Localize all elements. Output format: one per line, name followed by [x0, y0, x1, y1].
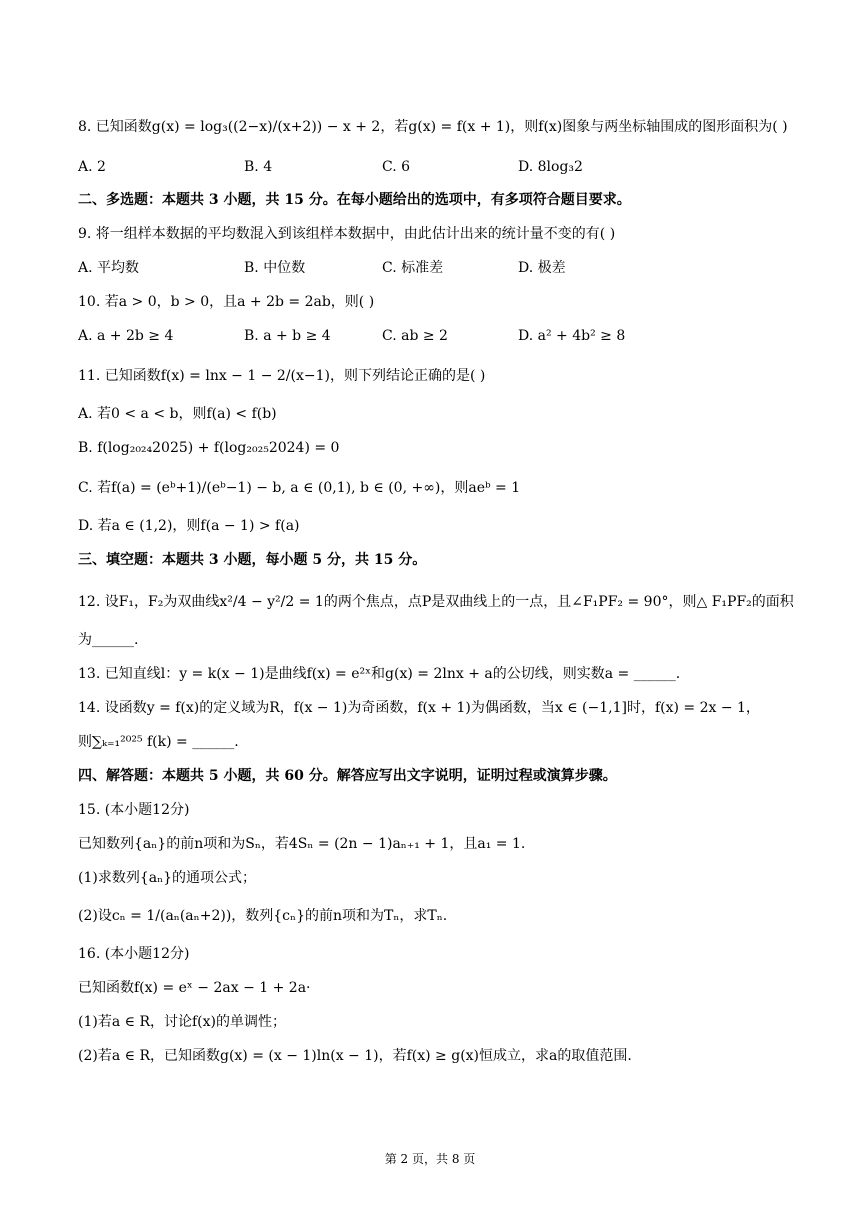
- question-12-line-1: 12. 设F₁，F₂为双曲线x²/4 − y²/2 = 1的两个焦点，点P是双曲线上的一点，且∠F₁PF₂ = 90°，则△ F₁PF₂的面积: [78, 594, 794, 610]
- question-10-options: [78, 326, 820, 346]
- section-heading-multi-choice: 二、多选题：本题共 3 小题，共 15 分。在每小题给出的选项中，有多项符合题目要求。: [78, 192, 631, 208]
- question-11-stem: 11. 已知函数f(x) = lnx − 1 − 2/(x−1)，则下列结论正确的是( ): [78, 368, 486, 384]
- option-a: A. a + 2b ≥ 4: [78, 328, 174, 344]
- question-15-stem: 已知数列{aₙ}的前n项和为Sₙ，若4Sₙ = (2n − 1)aₙ₊₁ + 1，且a₁ = 1.: [78, 836, 526, 852]
- option-d: D. 8log₃2: [518, 159, 583, 175]
- question-15-part-1: (1)求数列{aₙ}的通项公式；: [78, 870, 257, 886]
- question-11-option-a: A. 若0 < a < b，则f(a) < f(b): [78, 406, 277, 422]
- question-13-stem: 13. 已知直线l：y = k(x − 1)是曲线f(x) = e²ˣ和g(x) = 2lnx + a的公切线，则实数a = ______.: [78, 666, 681, 682]
- question-11-option-b: B. f(log₂₀₂₄2025) + f(log₂₀₂₅2024) = 0: [78, 440, 340, 456]
- section-heading-fill-in: 三、填空题：本题共 3 小题，每小题 5 分，共 15 分。: [78, 552, 427, 568]
- option-b: B. 4: [244, 159, 273, 175]
- question-8-stem: 8. 已知函数g(x) = log₃((2−x)/(x+2)) − x + 2，若g(x) = f(x + 1)，则f(x)图象与两坐标轴围成的图形面积为( ): [78, 119, 788, 135]
- question-15-part-2: (2)设cₙ = 1/(aₙ(aₙ+2))，数列{cₙ}的前n项和为Tₙ，求Tₙ.: [78, 908, 448, 924]
- option-a: A. 平均数: [78, 260, 140, 276]
- option-c: C. 6: [382, 159, 411, 175]
- question-14-line-2: 则∑ₖ₌₁²⁰²⁵ f(k) = ______.: [78, 734, 239, 750]
- question-16-part-2: (2)若a ∈ R，已知函数g(x) = (x − 1)ln(x − 1)，若f(x) ≥ g(x)恒成立，求a的取值范围.: [78, 1048, 632, 1064]
- option-c: C. ab ≥ 2: [382, 328, 448, 344]
- question-10-stem: 10. 若a > 0，b > 0，且a + 2b = 2ab，则( ): [78, 294, 375, 310]
- section-heading-solutions: 四、解答题：本题共 5 小题，共 60 分。解答应写出文字说明，证明过程或演算步骤。: [78, 768, 617, 784]
- question-16-part-1: (1)若a ∈ R，讨论f(x)的单调性；: [78, 1014, 286, 1030]
- question-8-options: [78, 157, 820, 177]
- option-a: A. 2: [78, 159, 106, 175]
- question-9-options: [78, 258, 820, 278]
- option-c: C. 标准差: [382, 260, 444, 276]
- question-9-stem: 9. 将一组样本数据的平均数混入到该组样本数据中，由此估计出来的统计量不变的有( ): [78, 226, 616, 242]
- page-footer: 第 2 页，共 8 页: [384, 1152, 476, 1166]
- question-16-stem: 已知函数f(x) = eˣ − 2ax − 1 + 2a·: [78, 980, 311, 996]
- option-b: B. a + b ≥ 4: [244, 328, 331, 344]
- question-11-option-d: D. 若a ∈ (1,2)，则f(a − 1) > f(a): [78, 518, 300, 534]
- question-15-title: 15. (本小题12分): [78, 802, 190, 818]
- question-16-title: 16. (本小题12分): [78, 946, 190, 962]
- question-14-line-1: 14. 设函数y = f(x)的定义域为R，f(x − 1)为奇函数，f(x + 1)为偶函数，当x ∈ (−1,1]时，f(x) = 2x − 1，: [78, 700, 760, 716]
- option-b: B. 中位数: [244, 260, 306, 276]
- question-12-line-2: 为______.: [78, 632, 139, 648]
- question-11-option-c: C. 若f(a) = (eᵇ+1)/(eᵇ−1) − b, a ∈ (0,1), b ∈ (0, +∞)，则aeᵇ = 1: [78, 480, 521, 496]
- option-d: D. a² + 4b² ≥ 8: [518, 328, 626, 344]
- option-d: D. 极差: [518, 260, 566, 276]
